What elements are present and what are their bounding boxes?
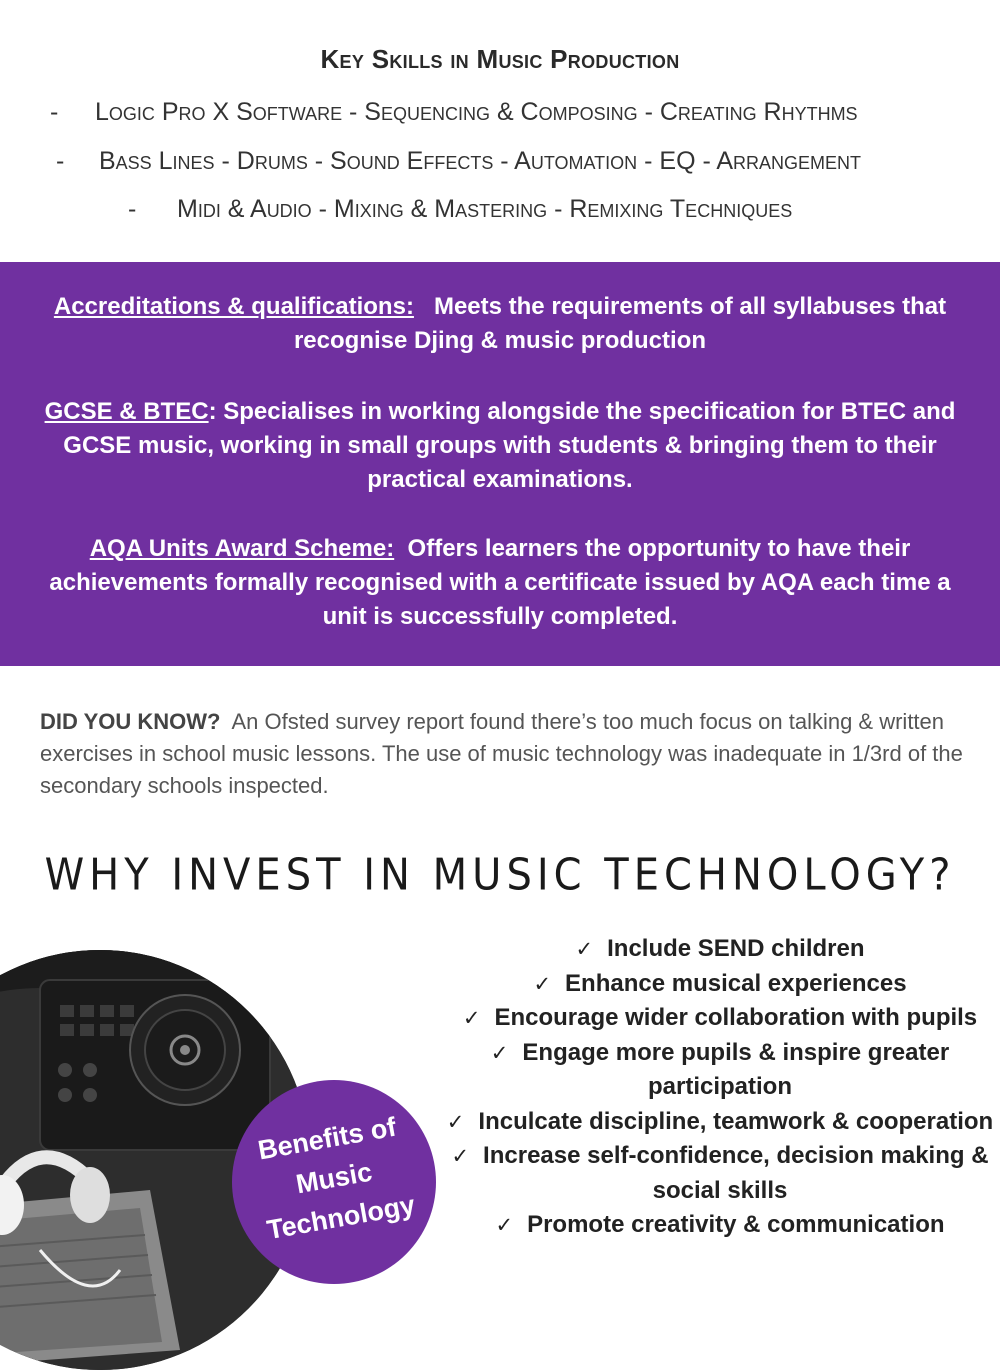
badge-line: Technology [264, 1189, 418, 1246]
benefit-text: Include SEND children [607, 935, 865, 962]
skill-text: Logic Pro X Software - Sequencing & Composing - Creating Rhythms [95, 98, 858, 126]
skill-dash: - [56, 147, 65, 175]
check-icon: ✓ [495, 1213, 514, 1237]
gcse-heading: GCSE & BTEC [44, 398, 209, 425]
key-skills-title: Key Skills in Music Production [320, 44, 680, 74]
key-skills-section [0, 0, 1000, 262]
list-item [440, 932, 1000, 967]
benefit-text: Increase self-confidence, decision making & social skills [483, 1142, 989, 1204]
benefit-text: Encourage wider collaboration with pupils [494, 1004, 978, 1031]
gcse-paragraph [40, 395, 960, 497]
did-you-know-text: An Ofsted survey report found there’s too much focus on talking & written exercises in school music lessons. The use of music technology was inadequate in 1/3rd of the secondary schools inspected. [40, 709, 963, 798]
aqa-paragraph [40, 532, 960, 634]
skill-text: Midi & Audio - Mixing & Mastering - Remixing Techniques [177, 195, 793, 223]
badge-text [223, 1101, 445, 1255]
benefits-badge [232, 1080, 436, 1284]
aqa-text: Offers learners the opportunity to have their achievements formally recognised with a certificate issued by AQA each time a unit is successfully completed. [49, 535, 951, 630]
did-you-know [40, 706, 970, 802]
accreditations-heading: Accreditations & qualifications: [53, 293, 414, 320]
gcse-text: : Specialises in working alongside the specification for BTEC and GCSE music, working in small groups with students & bringing them to their practical examinations. [63, 398, 956, 493]
check-icon: ✓ [575, 937, 594, 961]
why-invest-heading: WHY INVEST IN MUSIC TECHNOLOGY? [44, 849, 956, 901]
benefit-text: Inculcate discipline, teamwork & cooperation [478, 1107, 994, 1135]
benefit-text: Promote creativity & communication [527, 1211, 945, 1238]
benefit-text: Enhance musical experiences [565, 969, 907, 997]
benefits-list [440, 932, 1000, 1243]
skill-dash: - [50, 98, 59, 126]
did-you-know-lead: DID YOU KNOW? [40, 709, 221, 734]
badge-line: Benefits of [255, 1111, 399, 1166]
check-icon: ✓ [533, 971, 552, 996]
list-item [440, 967, 1000, 1002]
list-item [440, 1036, 1000, 1105]
list-item [440, 1208, 1000, 1243]
skill-text: Bass Lines - Drums - Sound Effects - Automation - EQ - Arrangement [99, 147, 862, 175]
aqa-heading: AQA Units Award Scheme: [89, 535, 395, 562]
accreditations-text: Meets the requirements of all syllabuses that recognise Djing & music production [293, 293, 947, 354]
skill-dash: - [128, 195, 137, 223]
check-icon: ✓ [451, 1144, 470, 1168]
list-item [440, 1105, 1000, 1140]
list-item [440, 1001, 1000, 1036]
benefit-text: Engage more pupils & inspire greater participation [522, 1038, 950, 1100]
badge-line: Music [293, 1156, 375, 1200]
list-item [440, 1139, 1000, 1208]
accreditations-paragraph [40, 290, 960, 358]
check-icon: ✓ [490, 1040, 509, 1065]
check-icon: ✓ [446, 1109, 465, 1134]
qualifications-panel [0, 262, 1000, 666]
check-icon: ✓ [462, 1006, 481, 1030]
